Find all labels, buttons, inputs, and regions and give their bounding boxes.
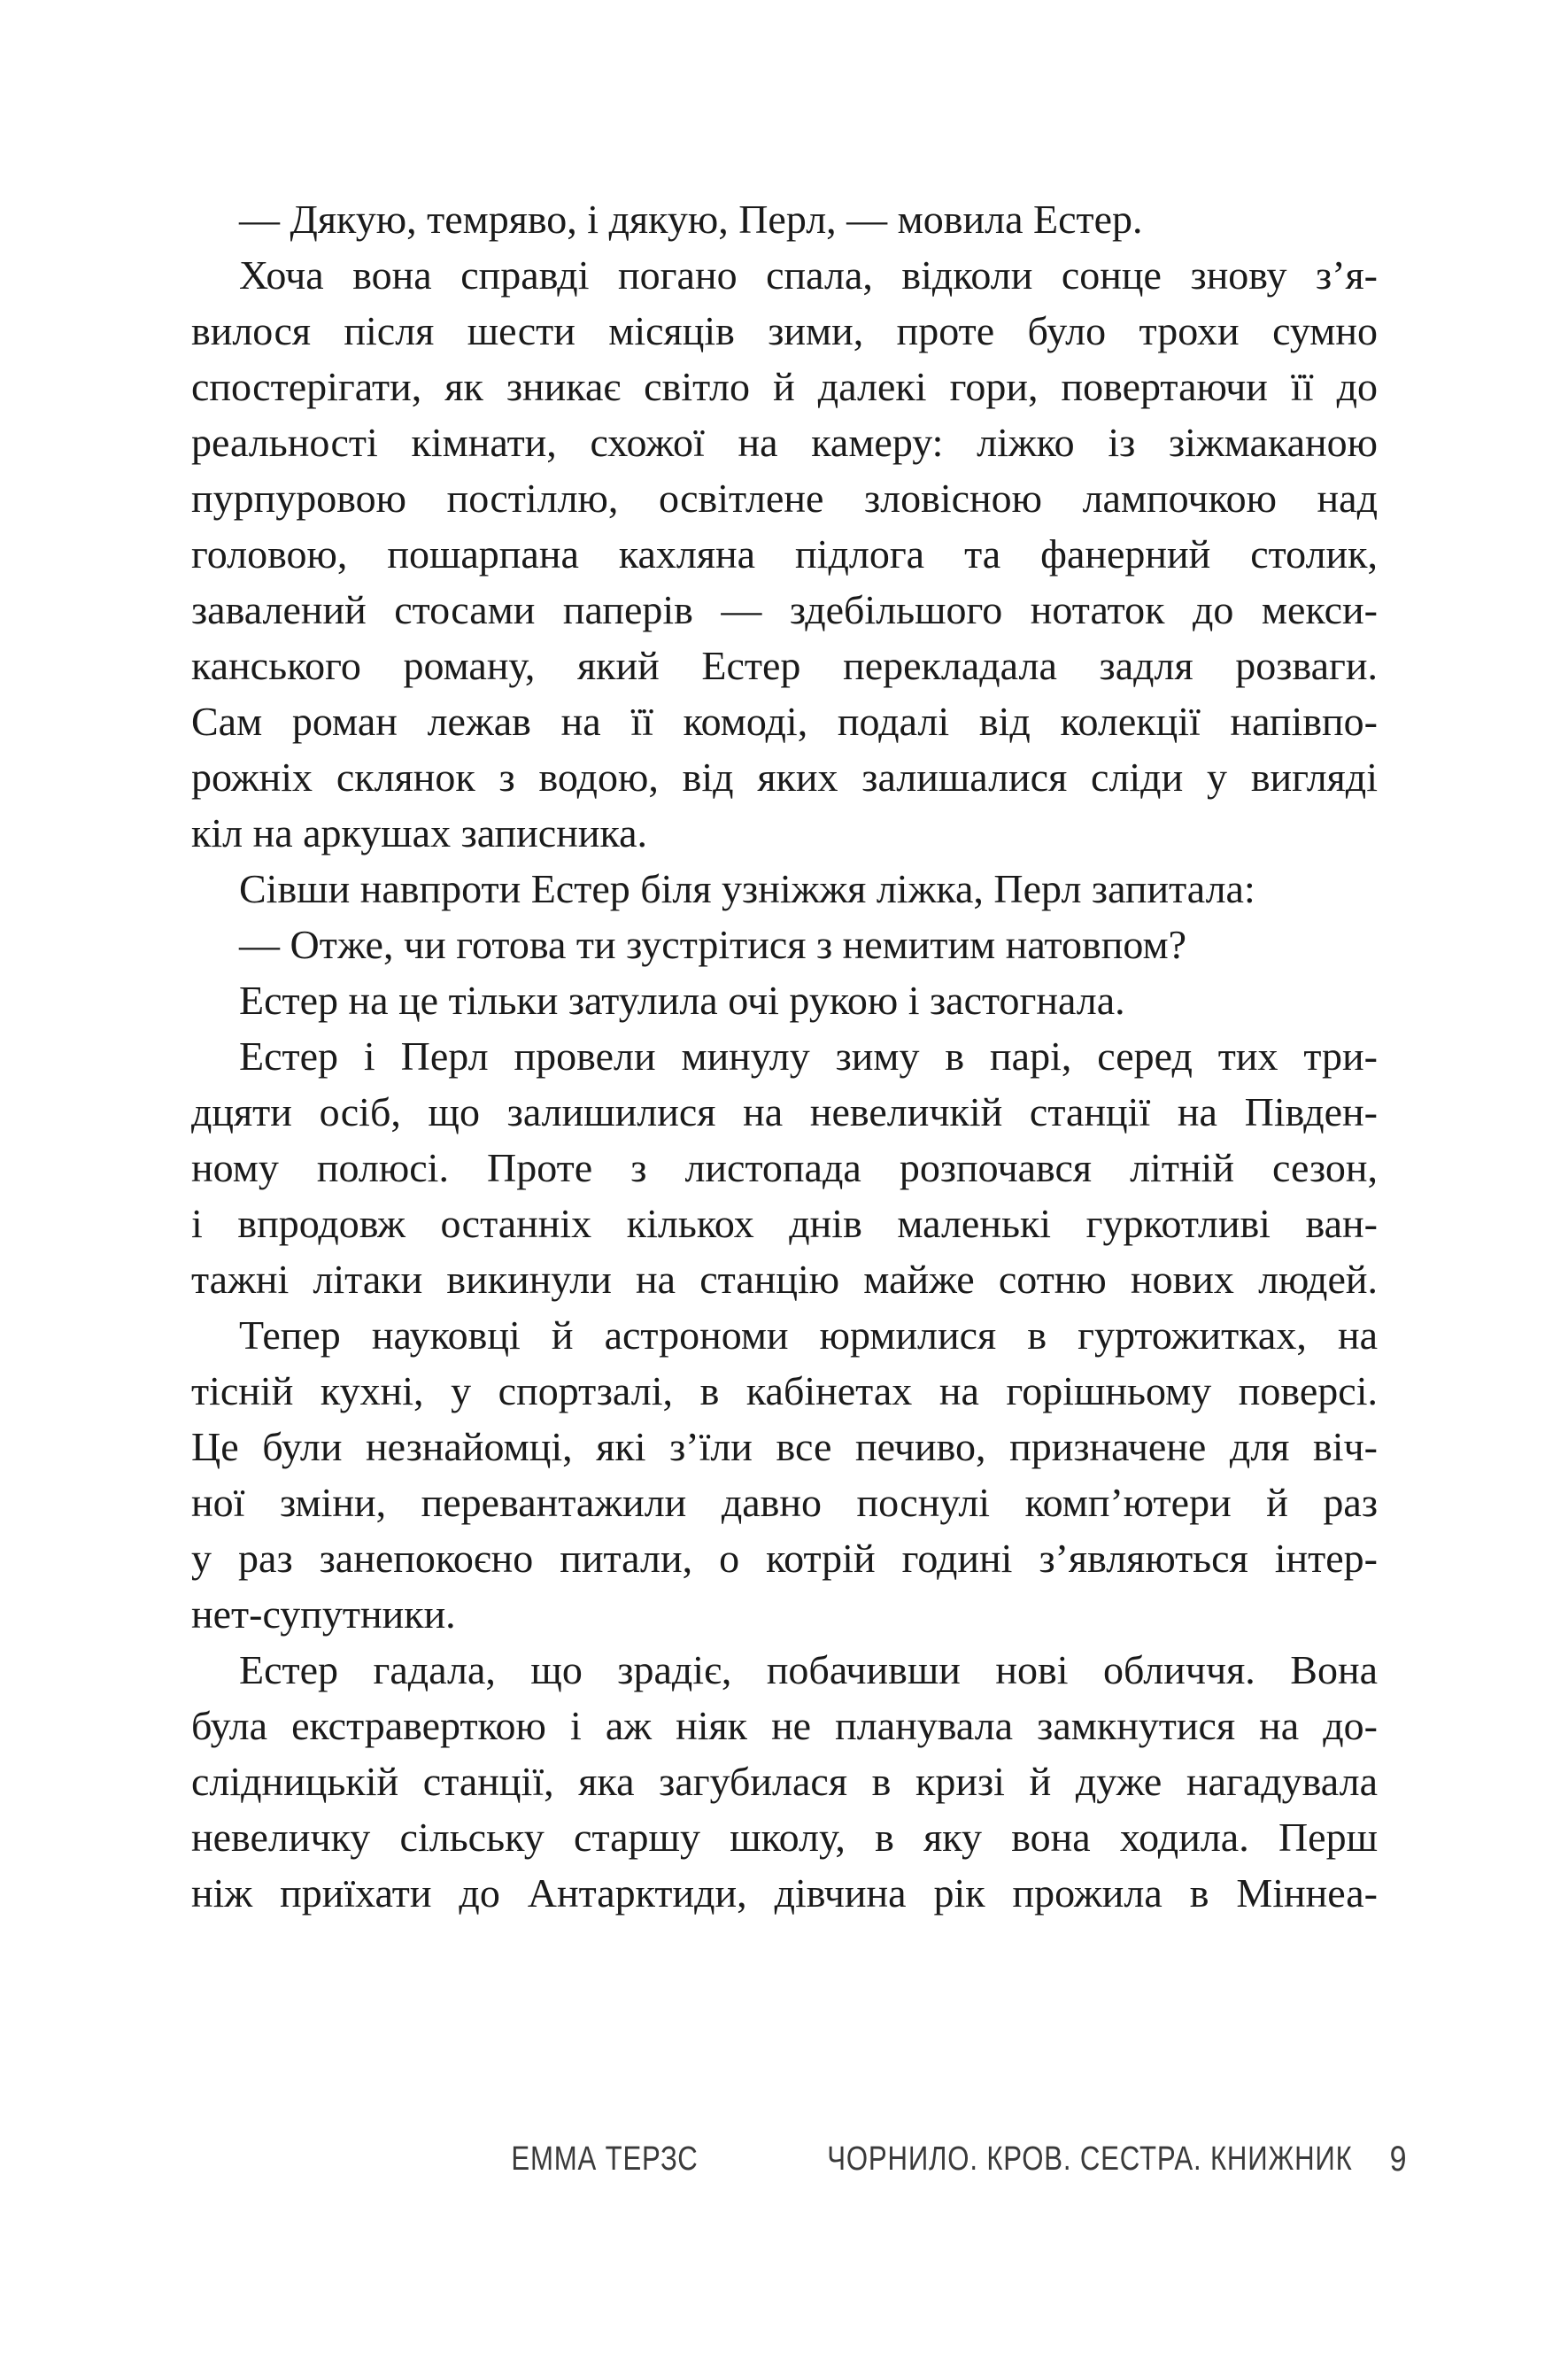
- text-line: канського роману, який Естер перекладала задля розваги.: [191, 643, 1378, 688]
- text-line: завалений стосами паперів — здебільшого нотаток до мекси-: [191, 587, 1378, 632]
- running-footer: [510, 2132, 1408, 2186]
- text-line: Естер і Перл провели минулу зиму в парі, серед тих три-: [239, 1033, 1378, 1079]
- footer-book-title: ЧОРНИЛО. КРОВ. СЕСТРА. КНИЖНИК: [827, 2140, 1353, 2178]
- text-line: рожніх склянок з водою, від яких залишалися сліди у вигляді: [191, 755, 1378, 800]
- text-line: Сам роман лежав на її комоді, подалі від колекції напівпо-: [191, 699, 1378, 744]
- text-line: нет-супутники.: [191, 1591, 456, 1637]
- body-text: [191, 191, 1378, 1921]
- text-line: тажні літаки викинули на станцію майже сотню нових людей.: [191, 1257, 1378, 1302]
- text-line: ної зміни, перевантажили давно поснулі комп’ютери й раз: [191, 1480, 1378, 1525]
- text-line: слідницькій станції, яка загубилася в кризі й дуже нагадувала: [191, 1759, 1378, 1804]
- text-line: невеличку сільську старшу школу, в яку вона ходила. Перш: [191, 1815, 1378, 1860]
- text-line: Хоча вона справді погано спала, відколи сонце знову з’я-: [239, 252, 1378, 298]
- text-line: Це були незнайомці, які з’їли все печиво, призначене для віч-: [191, 1424, 1378, 1469]
- text-line: спостерігати, як зникає світло й далекі гори, повертаючи її до: [191, 364, 1378, 409]
- text-line: ніж приїхати до Антарктиди, дівчина рік прожила в Міннеа-: [191, 1870, 1378, 1916]
- text-line: і впродовж останніх кількох днів маленькі гуркотливі ван-: [191, 1201, 1378, 1246]
- text-line: головою, пошарпана кахляна підлога та фанерний столик,: [191, 531, 1378, 577]
- footer-author: ЕММА ТЕРЗС: [510, 2140, 699, 2178]
- page-number: 9: [1389, 2139, 1407, 2179]
- text-line: кіл на аркушах записника.: [191, 810, 648, 855]
- text-line: — Отже, чи готова ти зустрітися з немитим натовпом?: [239, 922, 1187, 967]
- text-line: ному полюсі. Проте з листопада розпочався літній сезон,: [191, 1145, 1378, 1190]
- text-line: Тепер науковці й астрономи юрмилися в гуртожитках, на: [239, 1312, 1378, 1358]
- text-line: реальності кімнати, схожої на камеру: ліжко із зіжмаканою: [191, 420, 1378, 465]
- text-line: була екстраверткою і аж ніяк не планувала замкнутися на до-: [191, 1703, 1378, 1748]
- text-line: тісній кухні, у спортзалі, в кабінетах на горішньому поверсі.: [191, 1368, 1378, 1413]
- text-line: — Дякую, темряво, і дякую, Перл, — мовила Естер.: [239, 197, 1143, 242]
- text-line: вилося після шести місяців зими, проте було трохи сумно: [191, 308, 1378, 353]
- text-line: Сівши навпроти Естер біля узніжжя ліжка, Перл запитала:: [239, 866, 1255, 911]
- text-line: Естер на це тільки затулила очі рукою і застогнала.: [239, 978, 1125, 1023]
- text-line: дцяти осіб, що залишилися на невеличкій станції на Півден-: [191, 1089, 1378, 1134]
- text-line: у раз занепокоєно питали, о котрій годині з’являються інтер-: [191, 1536, 1378, 1581]
- text-line: пурпуровою постіллю, освітлене зловісною лампочкою над: [191, 476, 1378, 521]
- text-line: Естер гадала, що зрадіє, побачивши нові обличчя. Вона: [239, 1647, 1378, 1692]
